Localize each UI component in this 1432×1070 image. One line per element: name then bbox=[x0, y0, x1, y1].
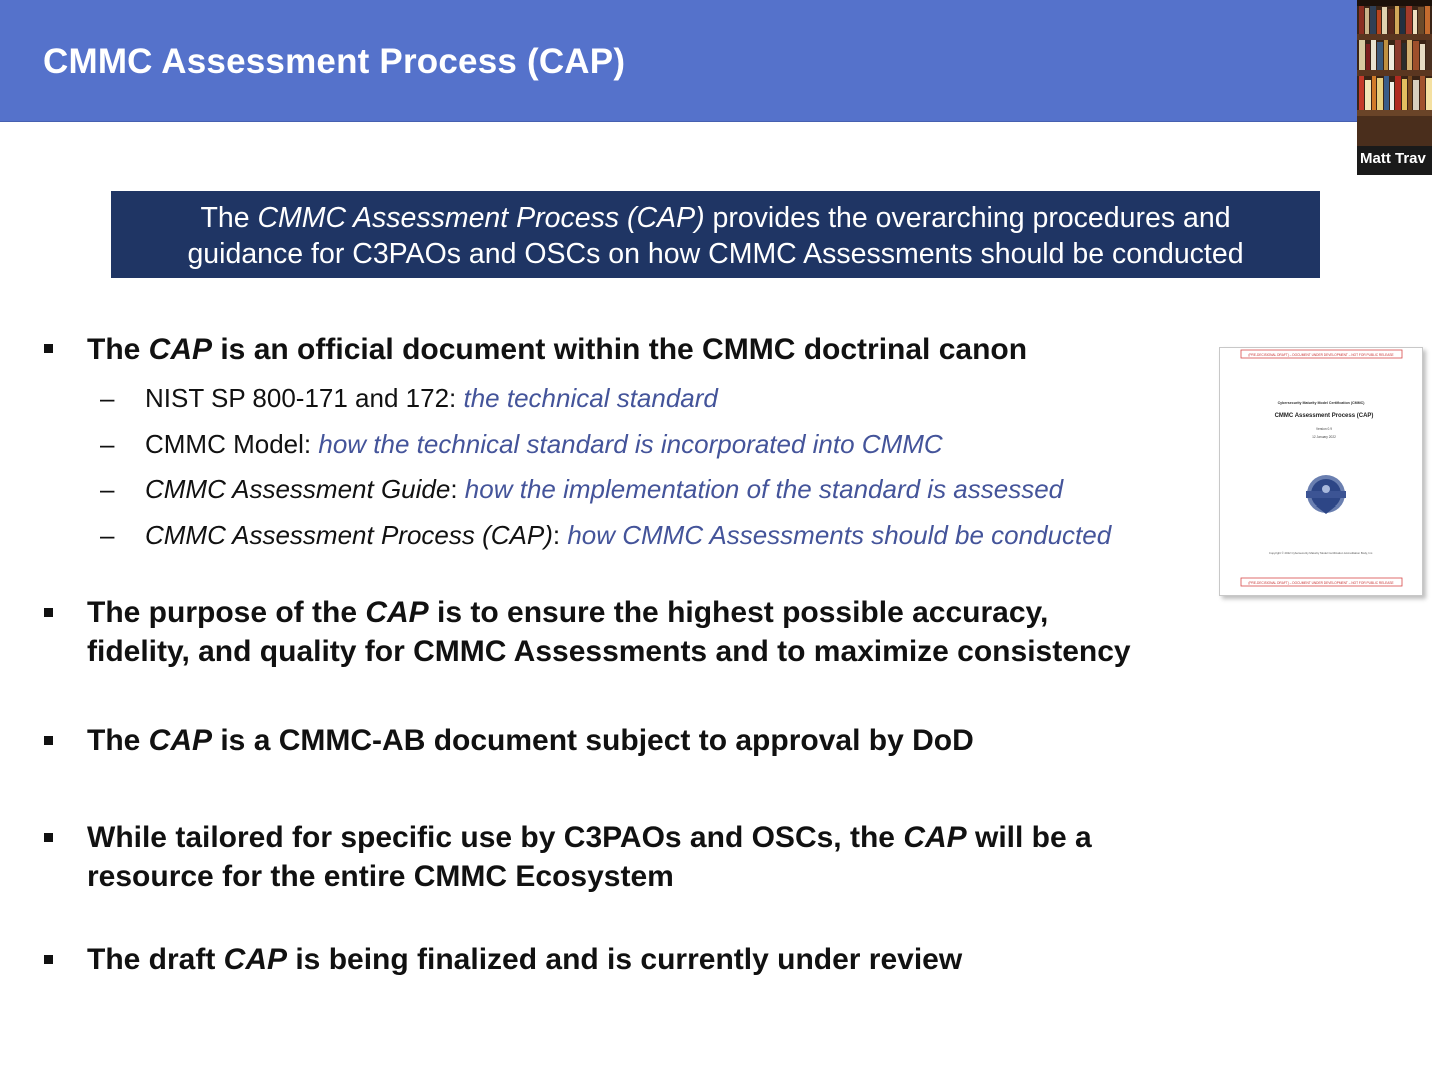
bullet-text-segment: is to ensure the highest possible accuracy, bbox=[428, 596, 1049, 629]
bookshelf-video-feed bbox=[1357, 0, 1432, 175]
bullet-text bbox=[87, 721, 974, 760]
bullet-text-segment: The bbox=[87, 724, 149, 757]
doc-copyright-text: Copyright © 2022 Cybersecurity Maturity Model Certification Accreditation Body, Inc. bbox=[1268, 551, 1374, 555]
bullet-text-segment: is an official document within the CMMC doctrinal canon bbox=[212, 333, 1028, 366]
bullet-text-segment: is being finalized and is currently under review bbox=[287, 943, 963, 976]
bullet-line bbox=[87, 818, 1092, 857]
document-page-image bbox=[1220, 348, 1422, 595]
bullet-square-icon bbox=[44, 344, 53, 353]
banner-text: provides the overarching procedures and bbox=[704, 202, 1231, 234]
bullet-text-segment: is a CMMC-AB document subject to approval by DoD bbox=[212, 724, 974, 757]
participant-name: Matt Trav bbox=[1360, 150, 1426, 167]
participant-video-tile[interactable] bbox=[1357, 0, 1432, 175]
title-bar bbox=[0, 0, 1358, 122]
bullet-square-icon bbox=[44, 955, 53, 964]
banner-line-1 bbox=[111, 200, 1320, 236]
bullet-text bbox=[87, 330, 1027, 369]
bullet-text-segment: While tailored for specific use by C3PAOs and OSCs, the bbox=[87, 821, 904, 854]
sub-item-label: NIST SP 800-171 and 172: bbox=[145, 383, 464, 413]
doc-org-text: Cybersecurity Maturity Model Certification (CMMC) bbox=[1277, 401, 1365, 405]
doc-version-text: Version 0.9 bbox=[1316, 427, 1332, 431]
dash-marker: – bbox=[100, 474, 115, 504]
slide-title: CMMC Assessment Process (CAP) bbox=[43, 42, 626, 81]
banner-italic-text: CMMC Assessment Process (CAP) bbox=[257, 202, 705, 234]
bullet-italic-text: CAP bbox=[223, 943, 288, 976]
doc-header-banner-text: (PRE-DECISIONAL DRAFT) – DOCUMENT UNDER DEVELOPMENT – NOT FOR PUBLIC RELEASE bbox=[1248, 353, 1394, 357]
bullet-italic-text: CAP bbox=[148, 724, 213, 757]
sub-item-label: CMMC Model: bbox=[145, 429, 319, 459]
dash-marker: – bbox=[100, 383, 115, 413]
bullet-text-segment: The bbox=[87, 333, 149, 366]
sub-item-text bbox=[145, 429, 943, 459]
bullet-line: resource for the entire CMMC Ecosystem bbox=[87, 860, 674, 893]
bullet-italic-text: CAP bbox=[903, 821, 967, 854]
bullet-line bbox=[87, 593, 1131, 632]
dash-marker: – bbox=[100, 520, 115, 550]
summary-banner bbox=[111, 191, 1320, 278]
dash-marker: – bbox=[100, 429, 115, 459]
doc-date-text: 12 January 2022 bbox=[1312, 435, 1336, 439]
sub-item-label: CMMC Assessment Process (CAP) bbox=[145, 520, 553, 550]
sub-item-description: how CMMC Assessments should be conducted bbox=[567, 520, 1112, 550]
bullet-text bbox=[87, 940, 962, 979]
bullet-square-icon bbox=[44, 833, 53, 842]
sub-item-text bbox=[145, 474, 1063, 504]
sub-item-description: how the technical standard is incorporated into CMMC bbox=[318, 429, 943, 459]
bullet-text-segment: The purpose of the bbox=[87, 596, 366, 629]
bullet-text bbox=[87, 593, 1131, 671]
doc-footer-banner-text: (PRE-DECISIONAL DRAFT) – DOCUMENT UNDER DEVELOPMENT – NOT FOR PUBLIC RELEASE bbox=[1248, 581, 1394, 585]
bullet-text-segment: will be a bbox=[966, 821, 1092, 854]
banner-text: The bbox=[200, 202, 258, 234]
bullet-square-icon bbox=[44, 736, 53, 745]
doc-title-text: CMMC Assessment Process (CAP) bbox=[1274, 413, 1374, 419]
sub-item-label: CMMC Assessment Guide bbox=[145, 474, 451, 504]
sub-item-text bbox=[145, 383, 718, 413]
bullet-italic-text: CAP bbox=[148, 333, 213, 366]
bullet-italic-text: CAP bbox=[365, 596, 429, 629]
banner-line-2: guidance for C3PAOs and OSCs on how CMMC Assessments should be conducted bbox=[187, 238, 1244, 270]
bullet-line: fidelity, and quality for CMMC Assessments and to maximize consistency bbox=[87, 635, 1131, 668]
sub-item-description: the technical standard bbox=[463, 383, 718, 413]
bullet-text-segment: The draft bbox=[87, 943, 224, 976]
bullet-square-icon bbox=[44, 608, 53, 617]
sub-item-text bbox=[145, 520, 1111, 550]
sub-item-description: how the implementation of the standard is assessed bbox=[464, 474, 1064, 504]
sub-item-label-suffix: : bbox=[552, 520, 568, 550]
sub-item-label-suffix: : bbox=[450, 474, 465, 504]
cap-document-thumbnail bbox=[1219, 347, 1423, 596]
bullet-text bbox=[87, 818, 1092, 896]
